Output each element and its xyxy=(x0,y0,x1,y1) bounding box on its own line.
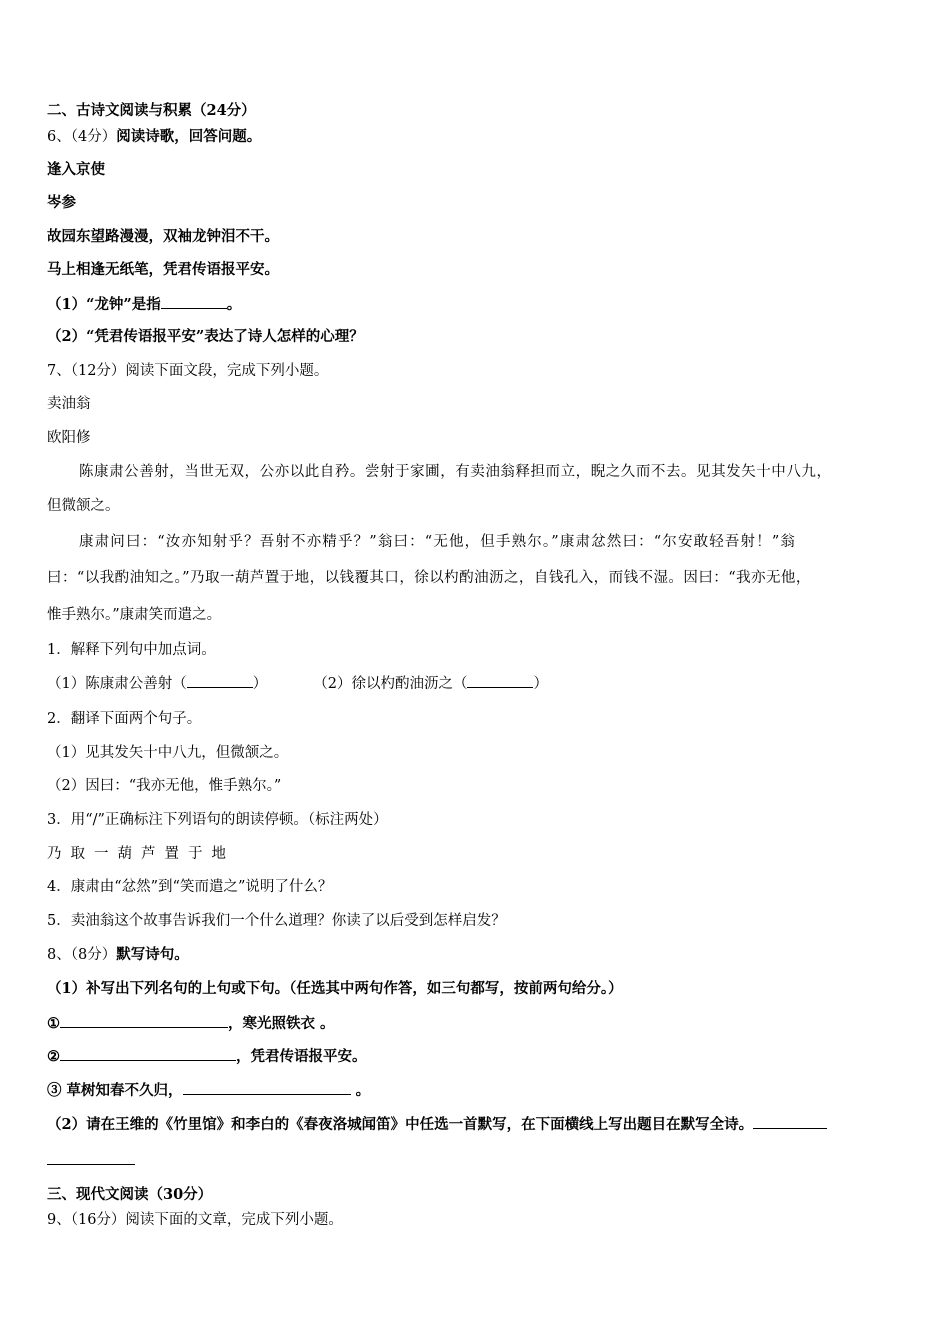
poem-title: 逢入京使 xyxy=(47,161,105,178)
question-6-score: 6、（4分） xyxy=(47,129,117,145)
answer-blank[interactable] xyxy=(183,1080,351,1095)
passage-paragraph-1-line-2: 但微颔之。 xyxy=(47,498,120,514)
passage-paragraph-1-line-1: 陈康肃公善射，当世无双，公亦以此自矜。尝射于家圃，有卖油翁释担而立，睨之久而不去。见其发矢十中八九， xyxy=(79,464,832,480)
subquestion-2-item-2: （2）因曰：“我亦无他，惟手熟尔。” xyxy=(47,778,282,794)
poem-line-2: 马上相逢无纸笔，凭君传语报平安。 xyxy=(47,261,279,278)
section-heading: 二、古诗文阅读与积累（24分） xyxy=(47,102,256,119)
answer-line[interactable] xyxy=(47,1164,135,1165)
question-6-prompt: 阅读诗歌，回答问题。 xyxy=(116,128,262,145)
sub-1-text: （1）“龙钟”是指 xyxy=(47,296,161,313)
answer-blank[interactable] xyxy=(187,673,253,688)
question-6-sub-1 xyxy=(47,294,241,315)
subquestion-1-items xyxy=(47,673,548,694)
question-6-sub-2: （2）“凭君传语报平安”表达了诗人怎样的心理？ xyxy=(47,328,364,345)
answer-blank[interactable] xyxy=(161,294,227,309)
subquestion-5: 5．卖油翁这个故事告诉我们一个什么道理？你读了以后受到怎样启发？ xyxy=(47,913,506,929)
subquestion-2-item-1: （1）见其发矢十中八九，但微颔之。 xyxy=(47,745,289,761)
question-8-header xyxy=(47,945,189,965)
question-8-sub-1: （1）补写出下列名句的上句或下句。（任选其中两句作答，如三句都写，按前两句给分。） xyxy=(47,980,623,997)
passage-paragraph-2-line-1: 康肃问曰：“汝亦知射乎？吾射不亦精乎？”翁曰：“无他，但手熟尔。”康肃忿然曰：“尔安敢轻吾射！”翁 xyxy=(79,534,797,550)
item-1-end: ） xyxy=(252,676,268,692)
question-8-sub-2 xyxy=(47,1114,827,1135)
item-1-text: （1）陈康肃公善射（ xyxy=(47,676,187,692)
passage-paragraph-2-line-3: 惟手熟尔。”康肃笑而遣之。 xyxy=(47,607,222,623)
poem-author: 岑参 xyxy=(47,194,76,211)
fill-item-1 xyxy=(47,1013,335,1034)
fill-item-2 xyxy=(47,1046,367,1067)
subquestion-4: 4．康肃由“忿然”到“笑而遣之”说明了什么？ xyxy=(47,879,333,895)
question-9-header: 9、（16分）阅读下面的文章，完成下列小题。 xyxy=(47,1212,343,1228)
sub-1-end: 。 xyxy=(226,296,242,313)
item-end: 。 xyxy=(355,1082,371,1099)
item-text: ，寒光照铁衣 。 xyxy=(228,1015,335,1032)
subquestion-1: 1．解释下列句中加点词。 xyxy=(47,642,216,658)
item-number: ① xyxy=(47,1015,60,1032)
question-7-header: 7、（12分）阅读下面文段，完成下列小题。 xyxy=(47,363,329,379)
subquestion-3: 3．用“/”正确标注下列语句的朗读停顿。（标注两处） xyxy=(47,812,388,828)
passage-paragraph-2-line-2: 曰：“以我酌油知之。”乃取一葫芦置于地，以钱覆其口，徐以杓酌油沥之，自钱孔入，而钱不湿。因曰：“我亦无他， xyxy=(47,570,811,586)
answer-blank[interactable] xyxy=(60,1013,228,1028)
passage-author: 欧阳修 xyxy=(47,430,91,446)
item-number: ② xyxy=(47,1048,60,1065)
fill-item-3 xyxy=(47,1080,370,1101)
item-2-text: （2）徐以杓酌油沥之（ xyxy=(313,676,468,692)
poem-line-1: 故园东望路漫漫，双袖龙钟泪不干。 xyxy=(47,228,279,245)
answer-blank[interactable] xyxy=(60,1046,236,1061)
section-heading-3: 三、现代文阅读（30分） xyxy=(47,1186,213,1203)
answer-blank[interactable] xyxy=(753,1114,827,1129)
item-text: ③ 草树知春不久归， xyxy=(47,1082,183,1099)
answer-blank[interactable] xyxy=(467,673,533,688)
sub-2-text: （2）请在王维的《竹里馆》和李白的《春夜洛城闻笛》中任选一首默写，在下面横线上写出题目在默写全诗。 xyxy=(47,1116,754,1133)
passage-title: 卖油翁 xyxy=(47,396,91,412)
question-8-prompt: 默写诗句。 xyxy=(116,946,189,963)
pause-sentence: 乃取一葫芦置于地 xyxy=(47,846,235,862)
item-2-end: ） xyxy=(533,676,548,692)
question-8-score: 8、（8分） xyxy=(47,947,117,963)
subquestion-2: 2．翻译下面两个句子。 xyxy=(47,711,202,727)
question-6-header xyxy=(47,127,261,147)
item-text: ，凭君传语报平安。 xyxy=(236,1048,367,1065)
